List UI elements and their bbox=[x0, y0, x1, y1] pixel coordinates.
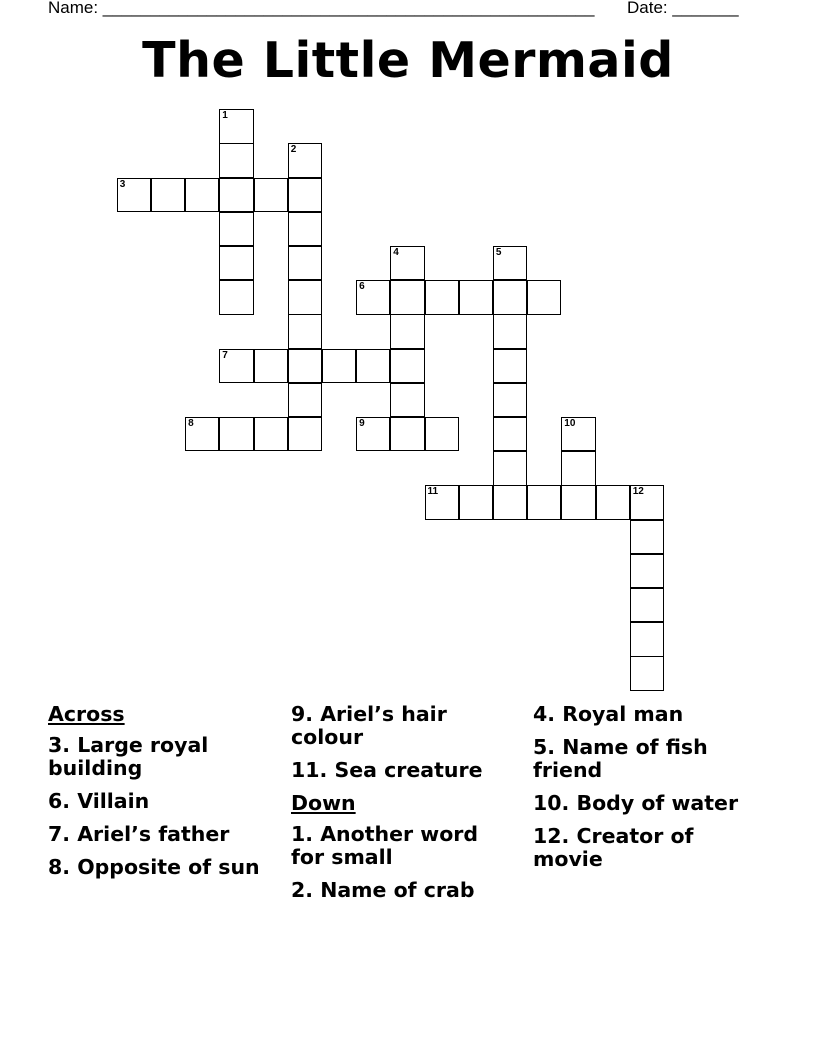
grid-cell[interactable] bbox=[185, 417, 219, 451]
grid-cell[interactable] bbox=[425, 417, 459, 451]
clue-down-4: 4. Royal man bbox=[533, 702, 684, 726]
clue-down-10: 10. Body of water bbox=[533, 791, 739, 815]
grid-cell[interactable] bbox=[459, 280, 493, 314]
grid-cell[interactable] bbox=[390, 314, 424, 348]
grid-cell[interactable] bbox=[185, 178, 219, 212]
grid-cell[interactable] bbox=[288, 417, 322, 451]
clue-across-7: 7. Ariel’s father bbox=[48, 822, 230, 846]
grid-cell[interactable] bbox=[219, 246, 253, 280]
grid-cell[interactable] bbox=[493, 485, 527, 519]
grid-cell[interactable] bbox=[219, 417, 253, 451]
clue-down-5: 5. Name of fish friend bbox=[533, 735, 708, 782]
grid-cell[interactable] bbox=[288, 314, 322, 348]
grid-cell[interactable] bbox=[390, 280, 424, 314]
grid-cell[interactable] bbox=[425, 280, 459, 314]
clue-across-9: 9. Ariel’s hair colour bbox=[291, 702, 447, 749]
clue-column-3 bbox=[533, 703, 758, 881]
grid-cell[interactable] bbox=[493, 280, 527, 314]
grid-number: 9 bbox=[359, 418, 365, 429]
grid-number: 5 bbox=[495, 247, 502, 258]
grid-cell[interactable] bbox=[493, 349, 527, 383]
clue-down-1: 1. Another word for small bbox=[291, 822, 479, 869]
grid-cell[interactable] bbox=[527, 485, 561, 519]
grid-number: 8 bbox=[188, 418, 194, 429]
grid-cell[interactable] bbox=[493, 417, 527, 451]
grid-number: 4 bbox=[393, 247, 399, 258]
clue-across-6: 6. Villain bbox=[48, 789, 150, 813]
grid-number: 6 bbox=[359, 281, 365, 293]
grid-cell[interactable] bbox=[561, 417, 595, 451]
grid-cell[interactable] bbox=[288, 280, 322, 314]
clue-across-11: 11. Sea creature bbox=[291, 758, 483, 782]
clue-column-1 bbox=[48, 703, 273, 889]
grid-number: 12 bbox=[632, 486, 644, 498]
grid-cell[interactable] bbox=[390, 417, 424, 451]
grid-cell[interactable] bbox=[561, 451, 595, 485]
grid-cell[interactable] bbox=[288, 349, 322, 383]
grid-cell[interactable] bbox=[288, 383, 322, 417]
grid-cell[interactable] bbox=[425, 485, 459, 519]
grid-cell[interactable] bbox=[561, 485, 595, 519]
grid-cell[interactable] bbox=[219, 178, 253, 212]
grid-cell[interactable] bbox=[356, 349, 390, 383]
grid-cell[interactable] bbox=[254, 349, 288, 383]
across-heading: Across bbox=[48, 702, 125, 726]
grid-cell[interactable] bbox=[493, 383, 527, 417]
grid-cell[interactable] bbox=[390, 246, 424, 280]
date-field[interactable]: Date: _______ bbox=[627, 0, 739, 17]
grid-cell[interactable] bbox=[219, 280, 253, 314]
grid-cell[interactable] bbox=[596, 485, 630, 519]
grid-cell[interactable] bbox=[630, 588, 664, 622]
grid-cell[interactable] bbox=[630, 554, 664, 588]
grid-cell[interactable] bbox=[254, 178, 288, 212]
grid-number: 11 bbox=[427, 486, 439, 498]
clue-across-8: 8. Opposite of sun bbox=[48, 855, 260, 879]
grid-cell[interactable] bbox=[390, 349, 424, 383]
page-title: The Little Mermaid bbox=[142, 32, 674, 89]
grid-cell[interactable] bbox=[117, 178, 151, 212]
grid-number: 7 bbox=[222, 349, 228, 361]
clue-down-2: 2. Name of crab bbox=[291, 878, 475, 902]
grid-cell[interactable] bbox=[288, 178, 322, 212]
clue-down-12: 12. Creator of movie bbox=[533, 824, 694, 871]
grid-cell[interactable] bbox=[390, 383, 424, 417]
grid-number: 3 bbox=[119, 178, 126, 190]
grid-cell[interactable] bbox=[630, 485, 664, 519]
down-heading: Down bbox=[291, 791, 356, 815]
grid-cell[interactable] bbox=[288, 143, 322, 177]
clue-across-3: 3. Large royal building bbox=[48, 733, 209, 780]
grid-cell[interactable] bbox=[219, 143, 253, 177]
grid-cell[interactable] bbox=[219, 349, 253, 383]
grid-cell[interactable] bbox=[322, 349, 356, 383]
grid-cell[interactable] bbox=[356, 417, 390, 451]
grid-cell[interactable] bbox=[630, 520, 664, 554]
grid-cell[interactable] bbox=[288, 212, 322, 246]
name-field[interactable]: Name: ____________________________________________________ bbox=[48, 0, 595, 17]
grid-number: 10 bbox=[564, 418, 576, 429]
grid-cell[interactable] bbox=[254, 417, 288, 451]
grid-number: 1 bbox=[222, 110, 228, 122]
grid-cell[interactable] bbox=[151, 178, 185, 212]
grid-cell[interactable] bbox=[630, 656, 664, 690]
clue-column-2 bbox=[291, 703, 516, 912]
grid-cell[interactable] bbox=[527, 280, 561, 314]
grid-cell[interactable] bbox=[493, 246, 527, 280]
grid-cell[interactable] bbox=[493, 451, 527, 485]
grid-cell[interactable] bbox=[219, 212, 253, 246]
grid-number: 2 bbox=[290, 144, 297, 156]
grid-cell[interactable] bbox=[459, 485, 493, 519]
grid-cell[interactable] bbox=[219, 109, 253, 143]
grid-cell[interactable] bbox=[288, 246, 322, 280]
grid-cell[interactable] bbox=[630, 622, 664, 656]
grid-cell[interactable] bbox=[493, 314, 527, 348]
grid-cell[interactable] bbox=[356, 280, 390, 314]
